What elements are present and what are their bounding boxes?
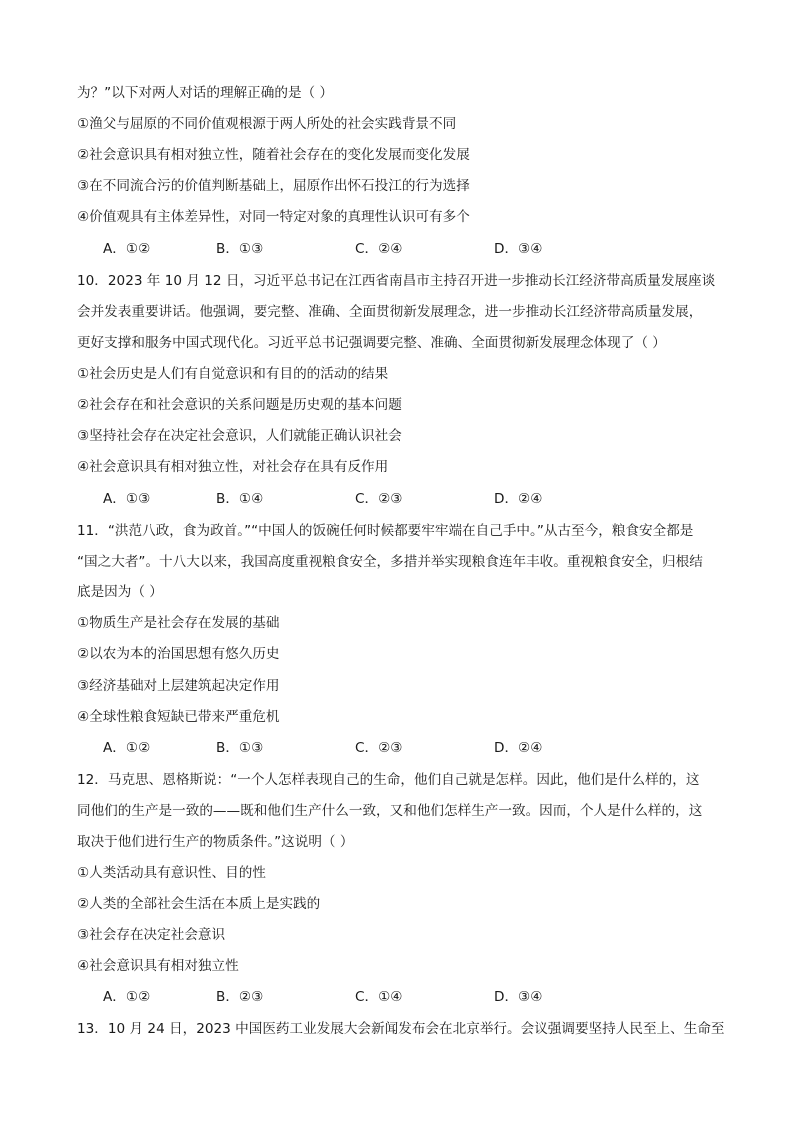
q12-statement-2: ②人类的全部社会生活在本质上是实践的 bbox=[77, 896, 321, 912]
q10-option-a[interactable]: A．①③ bbox=[103, 491, 151, 507]
q11-statement-3: ③经济基础对上层建筑起决定作用 bbox=[77, 678, 280, 694]
q11-option-c[interactable]: C．②③ bbox=[355, 740, 403, 756]
q12-option-d[interactable]: D．③④ bbox=[494, 989, 543, 1005]
q10-option-d[interactable]: D．②④ bbox=[494, 491, 543, 507]
q12-statement-4: ④社会意识具有相对独立性 bbox=[77, 958, 239, 974]
q9-option-a[interactable]: A．①② bbox=[103, 241, 151, 257]
q9-stem-tail: 为？”以下对两人对话的理解正确的是（ ） bbox=[77, 85, 334, 101]
q12-option-b[interactable]: B．②③ bbox=[216, 989, 264, 1005]
q11-stem-line-3: 底是因为（ ） bbox=[77, 584, 163, 600]
q12-option-c[interactable]: C．①④ bbox=[355, 989, 403, 1005]
q9-option-c[interactable]: C．②④ bbox=[355, 241, 403, 257]
q10-statement-2: ②社会存在和社会意识的关系问题是历史观的基本问题 bbox=[77, 397, 402, 413]
q9-option-d[interactable]: D．③④ bbox=[494, 241, 543, 257]
q11-option-d[interactable]: D．②④ bbox=[494, 740, 543, 756]
q9-option-b[interactable]: B．①③ bbox=[216, 241, 264, 257]
q12-stem-line-3: 取决于他们进行生产的物质条件。”这说明（ ） bbox=[77, 834, 354, 850]
q10-stem-line-1: 10．2023 年 10 月 12 日，习近平总书记在江西省南昌市主持召开进一步推动长江经济带高质量发展座谈 bbox=[77, 273, 716, 289]
q12-option-a[interactable]: A．①② bbox=[103, 989, 151, 1005]
q10-statement-1: ①社会历史是人们有自觉意识和有目的的活动的结果 bbox=[77, 366, 389, 382]
q9-statement-3: ③在不同流合污的价值判断基础上，屈原作出怀石投江的行为选择 bbox=[77, 178, 470, 194]
q11-statement-4: ④全球性粮食短缺已带来严重危机 bbox=[77, 709, 280, 725]
q12-statement-1: ①人类活动具有意识性、目的性 bbox=[77, 865, 266, 881]
q13-stem-line-1: 13．10 月 24 日，2023 中国医药工业发展大会新闻发布会在北京举行。会议强调要坚持人民至上、生命至 bbox=[77, 1021, 725, 1037]
q11-stem-line-2: “国之大者”。十八大以来，我国高度重视粮食安全，多措并举实现粮食连年丰收。重视粮食安全，归根结 bbox=[77, 554, 703, 570]
q10-stem-line-2: 会并发表重要讲话。他强调，要完整、准确、全面贯彻新发展理念，进一步推动长江经济带高质量发展， bbox=[77, 304, 703, 320]
q10-statement-4: ④社会意识具有相对独立性，对社会存在具有反作用 bbox=[77, 459, 389, 475]
q11-option-a[interactable]: A．①② bbox=[103, 740, 151, 756]
q11-stem-line-1: 11．“洪范八政，食为政首。”“中国人的饭碗任何时候都要牢牢端在自己手中。”从古至今，粮食安全都是 bbox=[77, 523, 694, 539]
q11-statement-1: ①物质生产是社会存在发展的基础 bbox=[77, 615, 280, 631]
q10-statement-3: ③坚持社会存在决定社会意识，人们就能正确认识社会 bbox=[77, 428, 402, 444]
q12-statement-3: ③社会存在决定社会意识 bbox=[77, 927, 226, 943]
q12-stem-line-1: 12．马克思、恩格斯说：“一个人怎样表现自己的生命，他们自己就是怎样。因此，他们是什么样的，这 bbox=[77, 772, 700, 788]
q12-stem-line-2: 同他们的生产是一致的——既和他们生产什么一致，又和他们怎样生产一致。因而，个人是什么样的，这 bbox=[77, 803, 703, 819]
q9-statement-1: ①渔父与屈原的不同价值观根源于两人所处的社会实践背景不同 bbox=[77, 116, 457, 132]
q11-statement-2: ②以农为本的治国思想有悠久历史 bbox=[77, 646, 280, 662]
q11-option-b[interactable]: B．①③ bbox=[216, 740, 264, 756]
q10-option-b[interactable]: B．①④ bbox=[216, 491, 264, 507]
q9-statement-2: ②社会意识具有相对独立性，随着社会存在的变化发展而变化发展 bbox=[77, 147, 470, 163]
q10-option-c[interactable]: C．②③ bbox=[355, 491, 403, 507]
q10-stem-line-3: 更好支撑和服务中国式现代化。习近平总书记强调要完整、准确、全面贯彻新发展理念体现了（ ） bbox=[77, 335, 666, 351]
q9-statement-4: ④价值观具有主体差异性，对同一特定对象的真理性认识可有多个 bbox=[77, 209, 470, 225]
